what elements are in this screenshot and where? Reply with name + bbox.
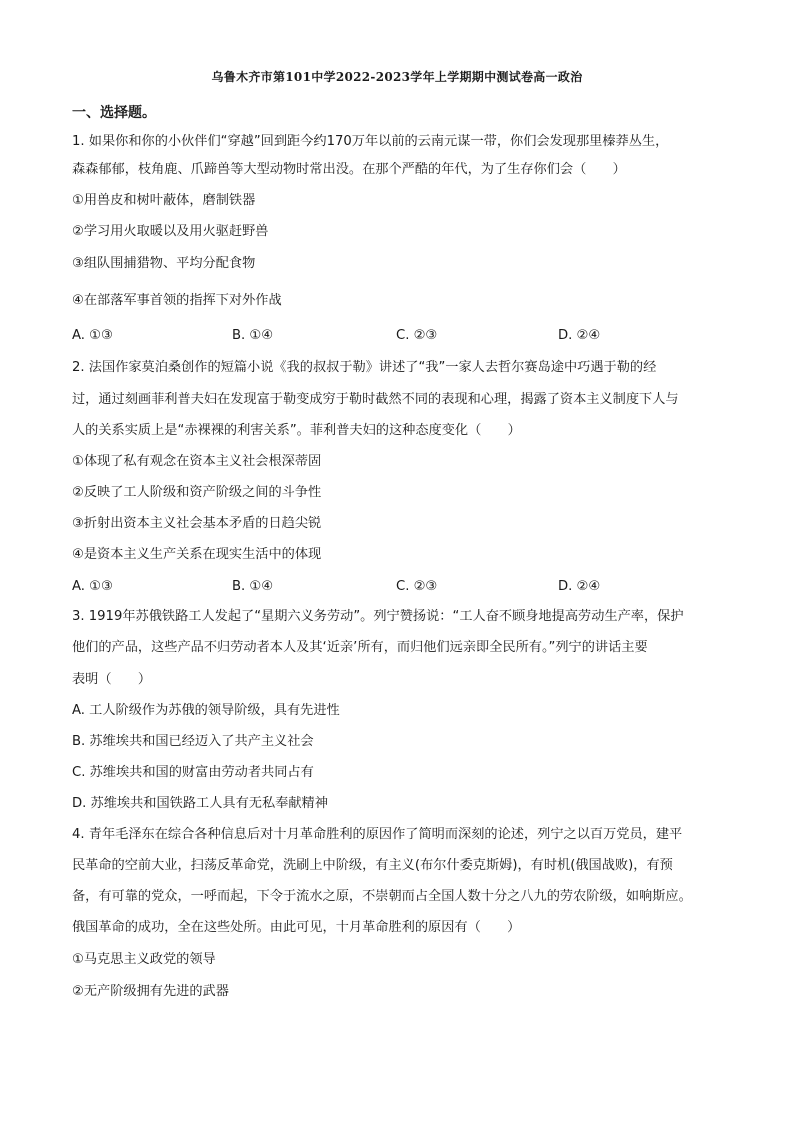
question-3-line-2: 他们的产品，这些产品不归劳动者本人及其‘近亲’所有，而归他们远亲即全民所有。”列宁的讲话主要 [72,640,648,655]
question-4-line-2: 民革命的空前大业，扫荡反革命党，洗刷上中阶级，有主义(布尔什委克斯姆)，有时机(俄国战败)，有预 [72,858,673,873]
question-2-statement-2: ②反映了工人阶级和资产阶级之间的斗争性 [72,485,322,500]
question-1-statement-2: ②学习用火取暖以及用火驱赶野兽 [72,224,269,239]
question-1-choice-b: B. ①④ [232,328,274,343]
question-2-choice-a: A. ①③ [72,579,113,594]
page-title: 乌鲁木齐市第101中学2022-2023学年上学期期中测试卷高一政治 [211,70,583,84]
question-3-option-b: B. 苏维埃共和国已经迈入了共产主义社会 [72,734,314,749]
question-2-choice-c: C. ②③ [396,579,438,594]
question-1-choice-a: A. ①③ [72,328,113,343]
question-2-line-2: 过，通过刻画菲利普夫妇在发现富于勒变成穷于勒时截然不同的表现和心理，揭露了资本主义制度下人与 [72,392,679,407]
question-1-statement-1: ①用兽皮和树叶蔽体，磨制铁器 [72,193,256,208]
question-3-option-d: D. 苏维埃共和国铁路工人具有无私奉献精神 [72,796,328,811]
question-2-line-1: 2. 法国作家莫泊桑创作的短篇小说《我的叔叔于勒》讲述了“我”一家人去哲尔赛岛途中巧遇于勒的经 [72,360,657,375]
question-2-statement-3: ③折射出资本主义社会基本矛盾的日趋尖锐 [72,516,322,531]
question-3-option-c: C. 苏维埃共和国的财富由劳动者共同占有 [72,765,314,780]
section-heading: 一、选择题。 [72,105,156,121]
question-3-option-a: A. 工人阶级作为苏俄的领导阶级，具有先进性 [72,703,340,718]
question-2-statement-1: ①体现了私有观念在资本主义社会根深蒂固 [72,454,322,469]
question-2-choice-d: D. ②④ [558,579,601,594]
question-2-line-3: 人的关系实质上是“赤裸裸的利害关系”。菲利普夫妇的这种态度变化（ ） [72,423,521,438]
question-2-statement-4: ④是资本主义生产关系在现实生活中的体现 [72,547,322,562]
question-3-line-3: 表明（ ） [72,672,152,687]
question-1-line-2: 森森郁郁，枝角鹿、爪蹄兽等大型动物时常出没。在那个严酷的年代，为了生存你们会（ ） [72,162,626,177]
question-4-statement-2: ②无产阶级拥有先进的武器 [72,984,229,999]
question-1-statement-4: ④在部落军事首领的指挥下对外作战 [72,293,282,308]
question-1-statement-3: ③组队围捕猎物、平均分配食物 [72,256,256,271]
question-4-line-3: 备，有可靠的党众，一呼而起，下令于流水之原，不崇朝而占全国人数十分之八九的劳农阶级，如响斯应。 [72,889,692,904]
question-1-line-1: 1. 如果你和你的小伙伴们“穿越”回到距今约170万年以前的云南元谋一带，你们会发现那里榛莽丛生， [72,134,669,149]
question-4-line-4: 俄国革命的成功，全在这些处所。由此可见，十月革命胜利的原因有（ ） [72,920,521,935]
question-1-choice-c: C. ②③ [396,328,438,343]
question-1-choice-d: D. ②④ [558,328,601,343]
question-4-line-1: 4. 青年毛泽东在综合各种信息后对十月革命胜利的原因作了简明而深刻的论述，列宁之以百万党员，建平 [72,827,683,842]
question-2-choice-b: B. ①④ [232,579,274,594]
question-3-line-1: 3. 1919年苏俄铁路工人发起了“星期六义务劳动”。列宁赞扬说：“工人奋不顾身地提高劳动生产率，保护 [72,609,684,624]
question-4-statement-1: ①马克思主义政党的领导 [72,952,216,967]
